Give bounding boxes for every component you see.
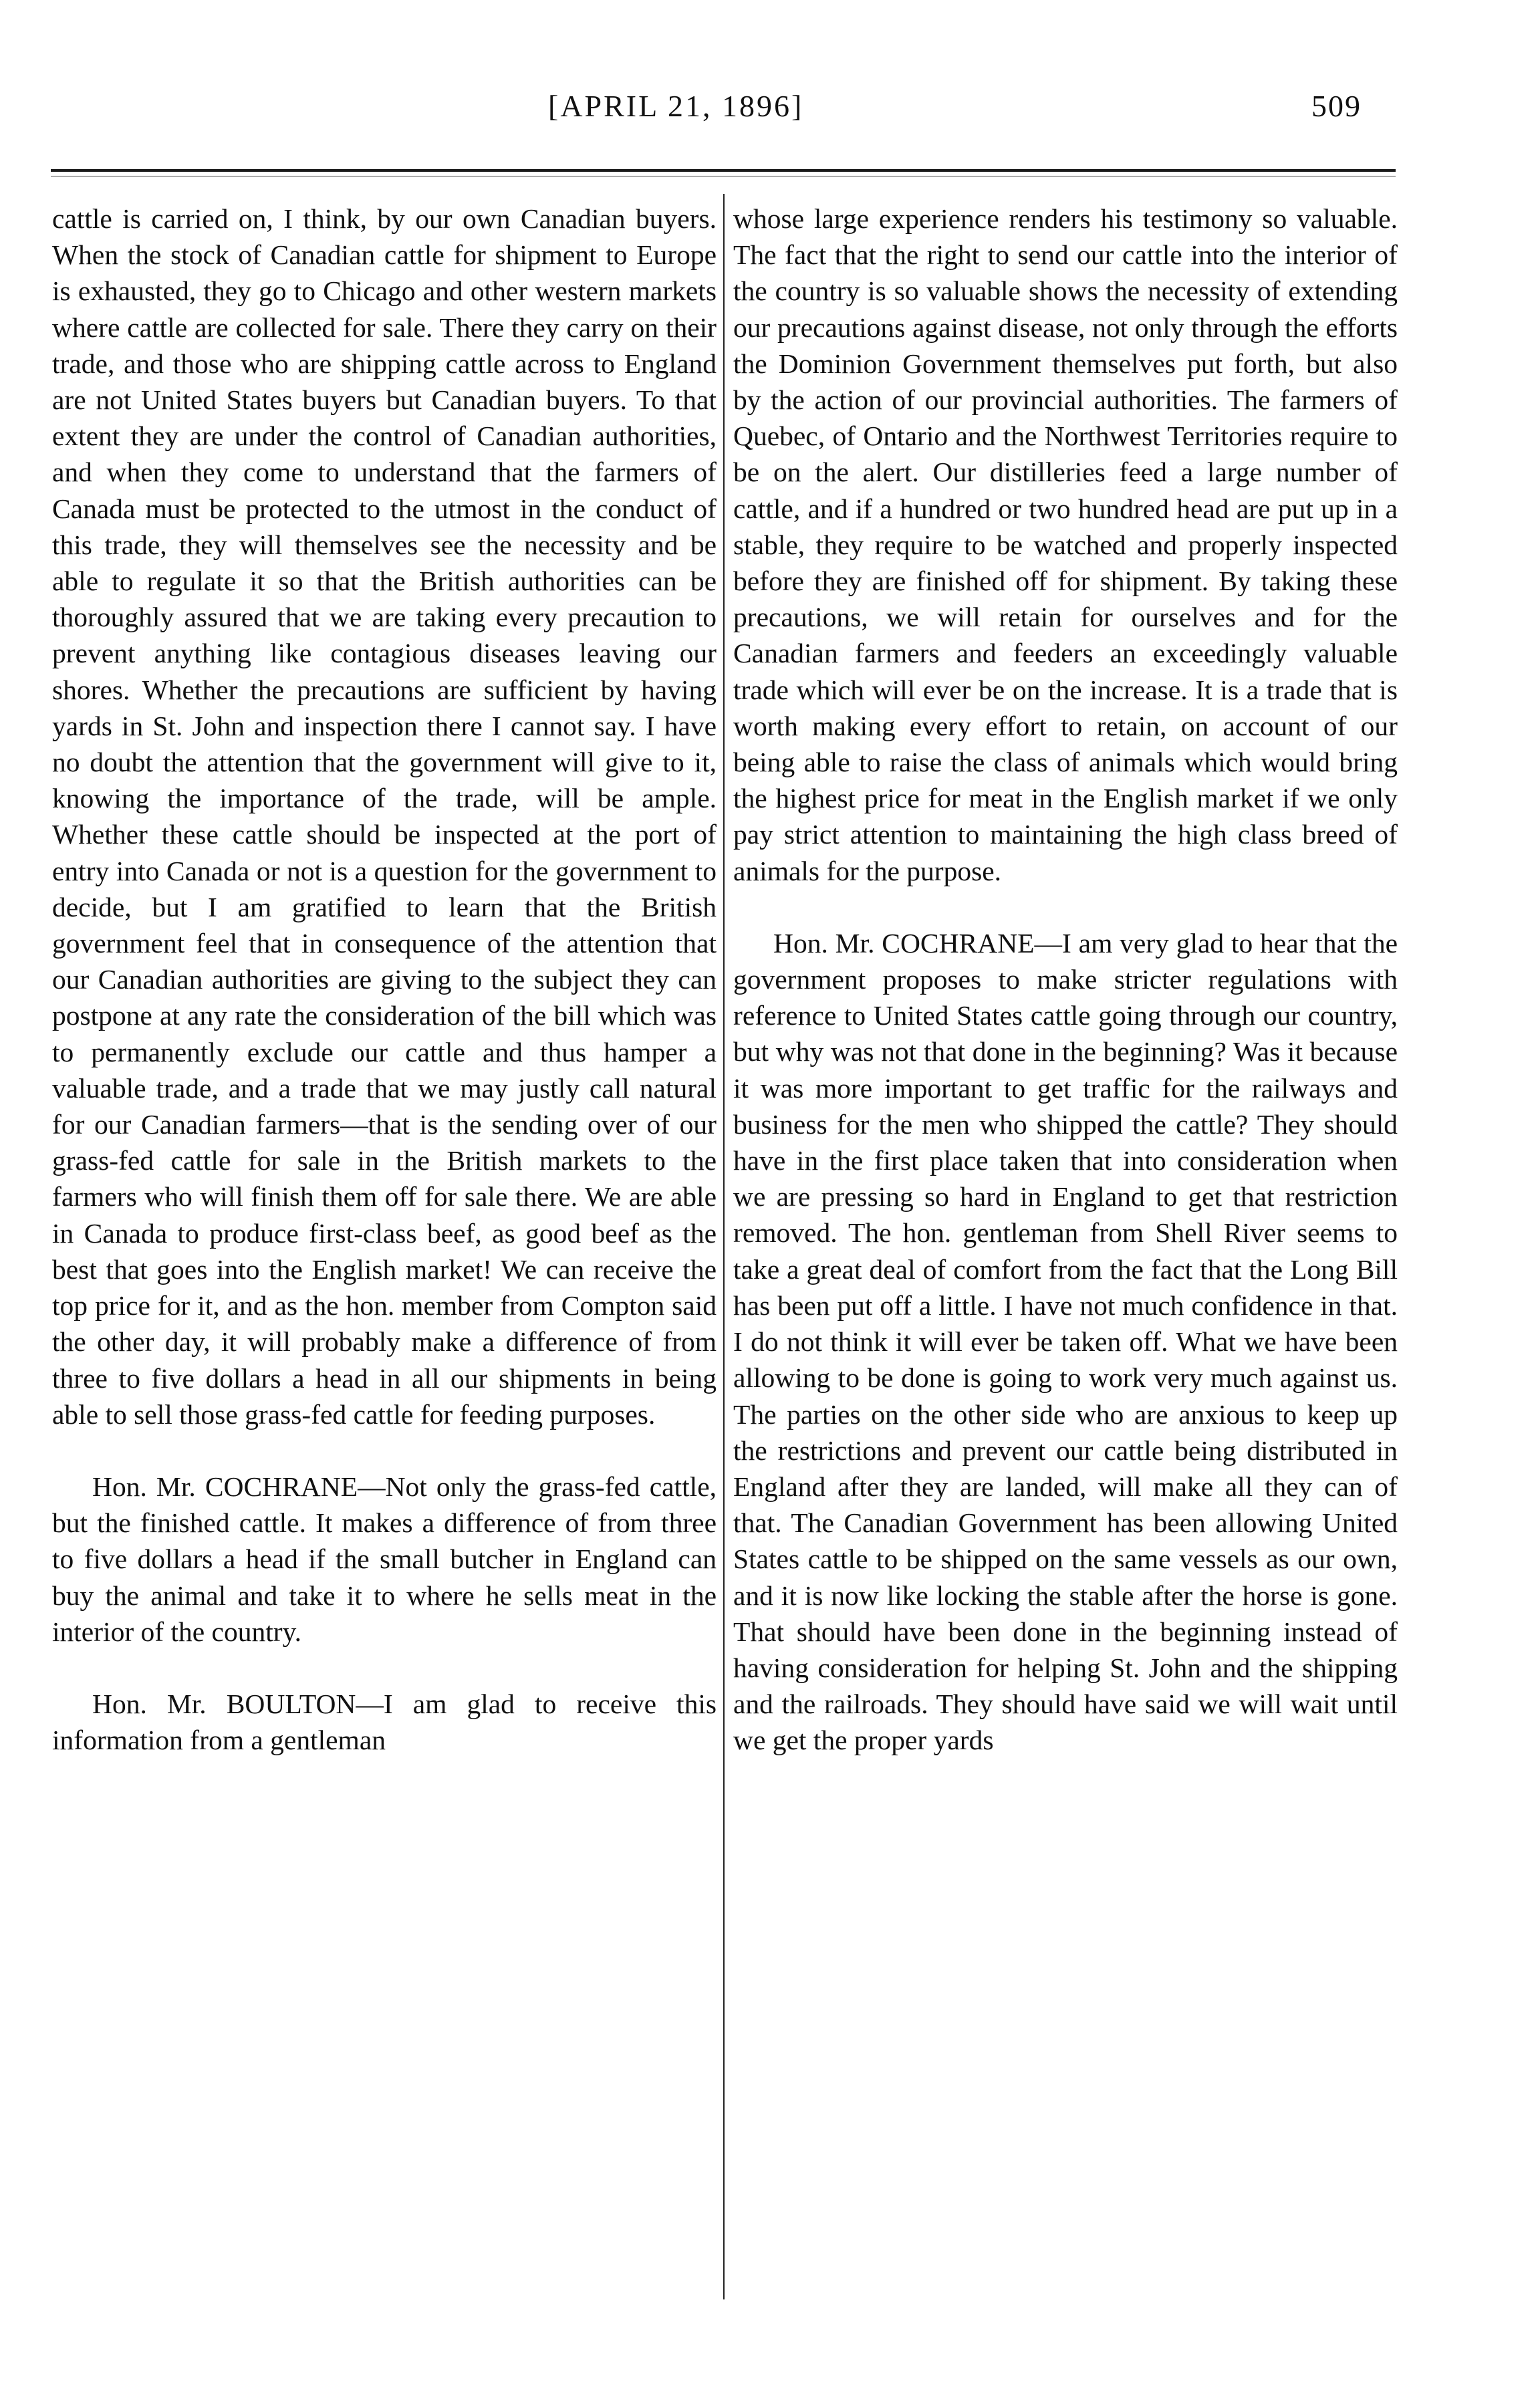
- left-paragraph-1: cattle is carried on, I think, by our own Canadian buyers. When the stock of Canadian cattle for shipment to Europe is exhausted, they go to Chicago and other western markets where cattle are collected for sale. There they carry on their trade, and those who are shipping cattle across to England are not United States buyers but Canadian buyers. To that extent they are under the control of Canadian authorities, and when they come to understand that the farmers of Canada must be protected to the utmost in the conduct of this trade, they will themselves see the necessity and be able to regulate it so that the British authorities can be thoroughly assured that we are taking every precaution to prevent anything like contagious diseases leaving our shores. Whether the precautions are sufficient by having yards in St. John and inspection there I cannot say. I have no doubt the attention that the government will give to it, knowing the importance of the trade, will be ample. Whether these cattle should be inspected at the port of entry into Canada or not is a question for the government to decide, but I am gratified to learn that the British government feel that in consequence of the attention that our Canadian authorities are giving to the subject they can postpone at any rate the consideration of the bill which was to permanently exclude our cattle and thus hamper a valuable trade, and a trade that we may justly call natural for our Canadian farmers—that is the sending over of our grass-fed cattle for sale in the British markets to the farmers who will finish them off for sale there. We are able in Canada to produce first-class beef, as good beef as the best that goes into the English market! We can receive the top price for it, and as the hon. member from Compton said the other day, it will probably make a difference of from three to five dollars a head in all our shipments in being able to sell those grass-fed cattle for feeding purposes.: [52, 203, 717, 1430]
- right-column: [733, 201, 1398, 1759]
- column-divider: [723, 194, 725, 2299]
- header-date: [APRIL 21, 1896]: [548, 89, 804, 123]
- header-rule: [51, 169, 1396, 172]
- left-column: [52, 201, 717, 1758]
- left-paragraph-3: Hon. Mr. BOULTON—I am glad to receive this information from a gentleman: [52, 1688, 717, 1756]
- right-paragraph-1: whose large experience renders his testimony so valuable. The fact that the right to send our cattle into the interior of the country is so valuable shows the necessity of extending our precautions against disease, not only through the efforts the Dominion Government themselves put forth, but also by the action of our provincial authorities. The farmers of Quebec, of Ontario and the Northwest Territories require to be on the alert. Our distilleries feed a large number of cattle, and if a hundred or two hundred head are put up in a stable, they require to be watched and properly inspected before they are finished off for shipment. By taking these precautions, we will retain for ourselves and for the Canadian farmers and feeders an exceedingly valuable trade which will ever be on the increase. It is a trade that is worth making every effort to retain, on account of our being able to raise the class of animals which would bring the highest price for meat in the English market if we only pay strict attention to maintaining the high class breed of animals for the purpose.: [733, 203, 1398, 886]
- right-paragraph-2: Hon. Mr. COCHRANE—I am very glad to hear that the government proposes to make stricter regulations with reference to United States cattle going through our country, but why was not that done in the beginning? Was it because it was more important to get traffic for the railways and business for the men who shipped the cattle? They should have in the first place taken that into consideration when we are pressing so hard in England to get that restriction removed. The hon. gentleman from Shell River seems to take a great deal of comfort from the fact that the Long Bill has been put off a little. I have not much confidence in that. I do not think it will ever be taken off. What we have been allowing to be done is going to work very much against us. The parties on the other side who are anxious to keep up the restrictions and prevent our cattle being distributed in England after they are landed, will make all they can of that. The Canadian Government has been allowing United States cattle to be shipped on the same vessels as our own, and it is now like locking the stable after the horse is gone. That should have been done in the beginning instead of having consideration for helping St. John and the shipping and the railroads. They should have said we will wait until we get the proper yards: [733, 927, 1398, 1756]
- running-head: [0, 88, 1540, 135]
- left-paragraph-2: Hon. Mr. COCHRANE—Not only the grass-fed cattle, but the finished cattle. It makes a difference of from three to five dollars a head if the small butcher in England can buy the animal and take it to where he sells meat in the interior of the country.: [52, 1471, 717, 1647]
- page-number: 509: [1311, 89, 1362, 123]
